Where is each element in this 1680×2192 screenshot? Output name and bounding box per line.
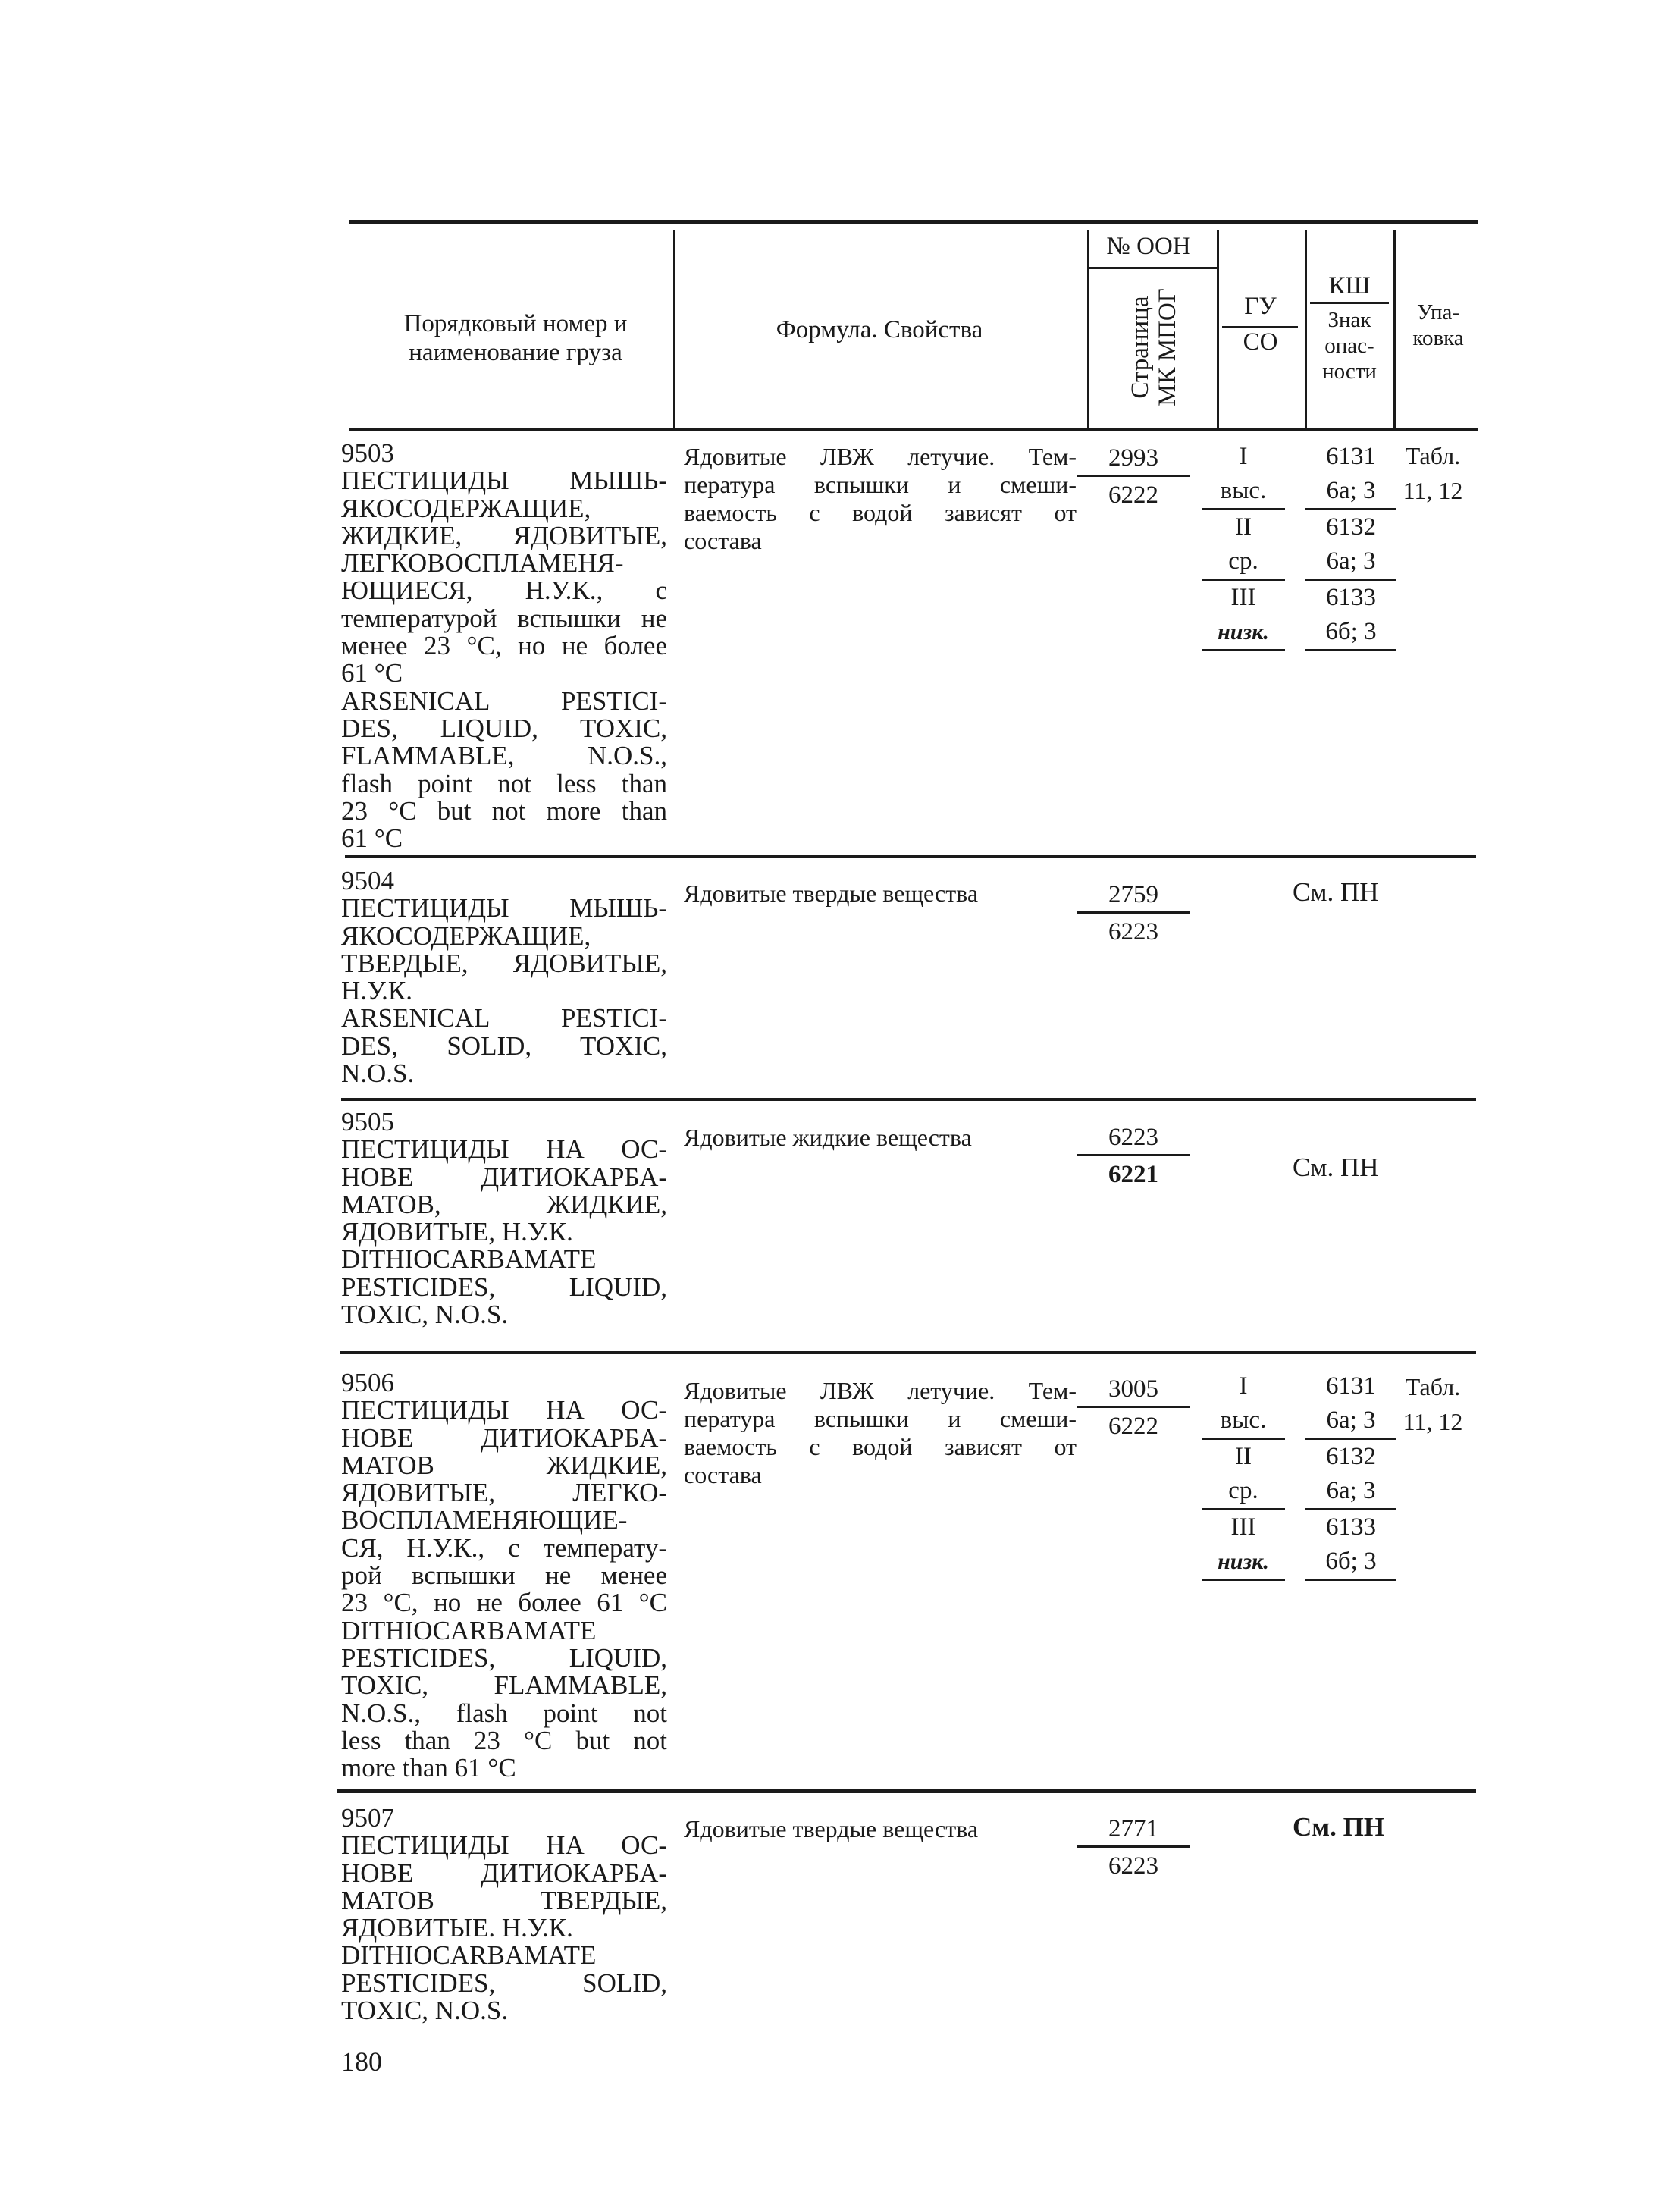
un-number: 2993 (1077, 443, 1190, 477)
header-pack (1396, 299, 1480, 351)
header-name-line-1: Порядковый номер и (403, 310, 628, 337)
header-page-line-1: Страница (1127, 295, 1154, 399)
page-number-ref: 6221 (1108, 1161, 1158, 1188)
entry-9504-properties: Ядовитые твердые вещества (684, 880, 979, 907)
entry-9505-name: 9505 ПЕСТИЦИДЫ НА ОС- НОВЕ ДИТИОКАРБА- МАТОВ, ЖИДКИЕ, ЯДОВИТЫЕ, Н.У.К. DITHIOCARBAMATE PESTICIDES, LIQUID, TOXIC, N.O.S. (341, 1107, 667, 1330)
entry-9507-name: 9507 ПЕСТИЦИДЫ НА ОС- НОВЕ ДИТИОКАРБА- МАТОВ ТВЕРДЫЕ, ЯДОВИТЫЕ. Н.У.К. DITHIOCARBAMATE PESTICIDES, SOLID, TOXIC, N.O.S. (341, 1803, 667, 2026)
header-bottom-rule (349, 428, 1478, 431)
entry-9507-un-page (1077, 1814, 1190, 1881)
un-number: 2759 (1077, 880, 1190, 914)
entry-9507-see-note: См. ПН (1293, 1812, 1385, 1842)
un-number: 3005 (1077, 1374, 1190, 1408)
header-sign-line-1: Знак (1327, 308, 1371, 332)
entry-9506-properties: Ядовитые ЛВЖ летучие. Тем- пература вспышки и смеши- ваемость с водой зависят от состава (684, 1377, 1077, 1488)
entry-separator (340, 1351, 1476, 1354)
entry-separator (341, 1098, 1476, 1101)
header-divider-3 (1217, 230, 1219, 428)
entry-9506-un-page (1077, 1374, 1190, 1441)
entry-number: 9503 (341, 438, 394, 468)
header-so: СО (1243, 328, 1278, 356)
entry-9504-name: 9504 ПЕСТИЦИДЫ МЫШЬ- ЯКОСОДЕРЖАЩИЕ, ТВЕРДЫЕ, ЯДОВИТЫЕ, Н.У.К. ARSENICAL PESTICI- DES, SOLID, TOXIC, N.O.S. (341, 866, 667, 1089)
entry-9505-un-page (1077, 1122, 1190, 1190)
header-un-rule (1089, 267, 1217, 269)
entry-9503-name: 9503 ПЕСТИЦИДЫ МЫШЬ- ЯКОСОДЕРЖАЩИЕ, ЖИДКИЕ, ЯДОВИТЫЕ, ЛЕГКОВОСПЛАМЕНЯ- ЮЩИЕСЯ, Н.У.К., с температурой вспышки не менее 23 °С, но не более 61 °С ARSENICAL PESTICI- DES, LIQUID, TOXIC, FLAMMABLE, N.O.S., flash point not less than 23 °C but not more than 61 °C (341, 438, 667, 854)
entry-9506-gu-so: I выс. II ср. III низк. (1202, 1369, 1285, 1581)
un-number: 2771 (1077, 1814, 1190, 1848)
entry-9507-properties: Ядовитые твердые вещества (684, 1815, 979, 1842)
header-ksh: КШ (1328, 272, 1371, 299)
entry-number: 9506 (341, 1368, 394, 1397)
header-divider-1 (673, 230, 675, 428)
header-pack-line-2: ковка (1412, 326, 1464, 350)
entry-9506-packaging: Табл. 11, 12 (1403, 1373, 1463, 1435)
header-name-column (349, 309, 682, 367)
entry-number: 9507 (341, 1803, 394, 1833)
header-sign-line-3: ности (1322, 359, 1377, 384)
entry-9505-see-note: См. ПН (1293, 1152, 1379, 1182)
entry-9506-ksh-sign: 6131 6а; 3 6132 6а; 3 6133 6б; 3 (1305, 1369, 1396, 1581)
entry-9503-gu-so: I выс. II ср. III низк. (1202, 440, 1285, 651)
entry-9503-un-page (1077, 443, 1190, 510)
header-name-line-2: наименование груза (409, 339, 622, 366)
header-un-number: № ООН (1106, 233, 1191, 260)
page-number-ref: 6222 (1108, 481, 1158, 509)
header-divider-2 (1087, 230, 1089, 428)
entry-9503-properties: Ядовитые ЛВЖ летучие. Тем- пература вспышки и смеши- ваемость с водой зависят от состава (684, 443, 1077, 554)
page-number-ref: 6223 (1108, 1852, 1158, 1880)
header-page-line-2: МК МПОГ (1154, 287, 1181, 406)
entry-separator (345, 855, 1476, 858)
header-ksh-rule (1310, 302, 1389, 304)
header-sign-line-2: опас- (1324, 334, 1374, 358)
header-sign (1307, 307, 1392, 384)
page-number-ref: 6222 (1108, 1413, 1158, 1440)
entry-number: 9505 (341, 1107, 394, 1137)
entry-separator (337, 1789, 1476, 1793)
header-divider-5 (1393, 230, 1396, 428)
page-number-ref: 6223 (1108, 918, 1158, 945)
entry-9506-name: 9506 ПЕСТИЦИДЫ НА ОС- НОВЕ ДИТИОКАРБА- МАТОВ ЖИДКИЕ, ЯДОВИТЫЕ, ЛЕГКО- ВОСПЛАМЕНЯЮЩИЕ- СЯ, Н.У.К., с температу- рой вспышки не менее 23 °С, но не более 61 °С DITHIOCARBAMATE PESTICIDES, LIQUID, TOXIC, FLAMMABLE, N.O.S., flash point not less than 23 °C but not more than 61 °C (341, 1368, 667, 1783)
header-formula-column: Формула. Свойства (776, 316, 983, 343)
header-top-rule (349, 220, 1478, 224)
entry-9505-properties: Ядовитые жидкие вещества (684, 1124, 972, 1151)
entry-9504-un-page (1077, 880, 1190, 947)
entry-9503-packaging: Табл. 11, 12 (1403, 442, 1463, 504)
un-number: 6223 (1077, 1122, 1190, 1156)
entry-9503-ksh-sign: 6131 6а; 3 6132 6а; 3 6133 6б; 3 (1305, 440, 1396, 651)
page-number: 180 (341, 2046, 382, 2077)
entry-number: 9504 (341, 866, 394, 895)
header-page-rotated (1124, 273, 1184, 421)
header-pack-line-1: Упа- (1416, 300, 1460, 325)
header-gu: ГУ (1244, 293, 1277, 320)
entry-9504-see-note: См. ПН (1293, 877, 1379, 907)
